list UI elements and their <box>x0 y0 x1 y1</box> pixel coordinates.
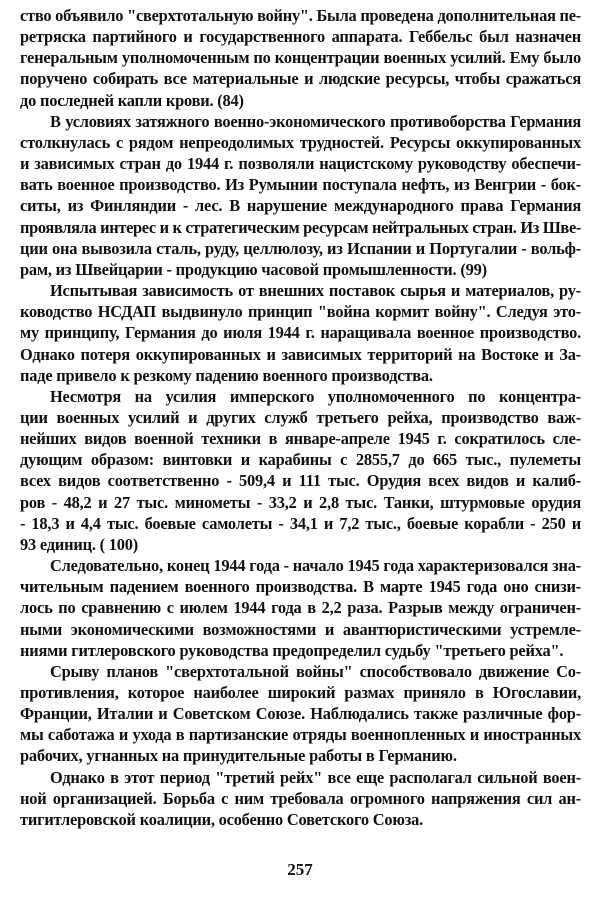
text-line: поручено собирать все материальные и людские ресурсы, чтобы сражаться <box>20 69 581 89</box>
page-number: 257 <box>287 860 313 879</box>
paragraph <box>20 386 581 555</box>
text-line: чительным падением военного производства. В марте 1945 года оно снизи- <box>20 577 581 597</box>
text-line: генеральным уполномоченным по концентрации военных усилий. Ему было <box>20 48 581 68</box>
paragraph <box>20 555 581 661</box>
text-line: ководство НСДАП выдвинуло принцип "война кормит войну". Следуя это- <box>20 302 581 322</box>
text-line: проявляла интерес и к стратегическим ресурсам нейтральных стран. Из Шве- <box>20 217 582 237</box>
paragraph <box>20 767 581 830</box>
text-line: рабочих, угнанных на принудительные работы в Германию. <box>20 746 457 766</box>
paragraph <box>20 280 581 386</box>
text-line: всех видов соответственно - 509,4 и 111 тыс. Орудия всех видов и калиб- <box>20 471 581 491</box>
text-line: 93 единиц. ( 100) <box>20 534 139 554</box>
text-line: ниями гитлеровского руководства предопределил судьбу "третьего рейха". <box>20 640 564 660</box>
paragraph <box>20 5 581 111</box>
text-line: Срыву планов "сверхтотальной войны" способствовало движение Со- <box>50 661 581 681</box>
text-line: нейших видов военной техники в январе-апреле 1945 г. сократилось сле- <box>20 429 581 449</box>
text-line: В условиях затяжного военно-экономического противоборства Германия <box>50 111 581 131</box>
page-body <box>20 5 581 830</box>
text-line: мы саботажа и ухода в партизанские отряды военнопленных и иностранных <box>20 725 581 745</box>
text-line: ров - 48,2 и 27 тыс. минометы - 33,2 и 2,8 тыс. Танки, штурмовые орудия <box>20 492 581 512</box>
text-line: рам, из Швейцарии - продукцию часовой промышленности. (99) <box>20 259 487 279</box>
paragraph <box>20 661 581 767</box>
text-line: Испытывая зависимость от внешних поставок сырья и материалов, ру- <box>50 281 581 301</box>
text-line: ции военных усилий и других служб третьего рейха, производство важ- <box>20 407 581 427</box>
text-line: столкнулась с рядом непреодолимых трудностей. Ресурсы оккупированных <box>20 132 581 152</box>
text-line: вать военное производство. Из Румынии поступала нефть, из Венгрии - бок- <box>20 175 581 195</box>
text-line: противления, которое наиболее широкий размах приняло в Югославии, <box>20 683 581 702</box>
text-line: дующим образом: винтовки и карабины с 2855,7 до 665 тыс., пулеметы <box>20 450 581 470</box>
text-line: ции она вывозила сталь, руду, целлюлозу, из Испании и Португалии - вольф- <box>20 238 581 258</box>
text-line: ными экономическими возможностями и авантюристическими устремле- <box>20 619 581 639</box>
text-line: и зависимых стран до 1944 г. позволяли нацистскому руководству обеспечи- <box>20 154 581 174</box>
text-line: ситы, из Финляндии - лес. В нарушение международного права Германия <box>20 196 581 216</box>
paragraph <box>20 111 581 280</box>
text-line: до последней капли крови. (84) <box>20 90 244 110</box>
text-line: Несмотря на усилия имперского уполномоченного по концентра- <box>50 386 581 406</box>
text-line: му принципу, Германия до июля 1944 г. наращивала военное производство. <box>20 323 581 343</box>
text-line: Следовательно, конец 1944 года - начало 1945 года характеризовался зна- <box>50 556 581 576</box>
text-line: Однако в этот период "третий рейх" все еще располагал сильной воен- <box>50 767 581 787</box>
text-line: Франции, Италии и Советском Союзе. Наблюдались также различные фор- <box>20 704 581 724</box>
text-line: ретряска партийного и государственного аппарата. Геббельс был назначен <box>20 27 581 47</box>
text-line: тигитлеровской коалиции, особенно Советского Союза. <box>20 809 423 829</box>
text-line: ной организацией. Борьба с ним требовала огромного напряжения сил ан- <box>20 788 581 808</box>
text-line: ство объявило "сверхтотальную войну". Была проведена дополнительная пе- <box>20 6 581 25</box>
text-line: лось по сравнению с июлем 1944 года в 2,2 раза. Разрыв между ограничен- <box>20 598 581 618</box>
text-line: Однако потеря оккупированных и зависимых территорий на Востоке и За- <box>20 344 581 364</box>
text-line: - 18,3 и 4,4 тыс. боевые самолеты - 34,1 и 7,2 тыс., боевые корабли - 250 и <box>20 513 581 533</box>
text-line: паде привело к резкому падению военного производства. <box>20 365 433 385</box>
